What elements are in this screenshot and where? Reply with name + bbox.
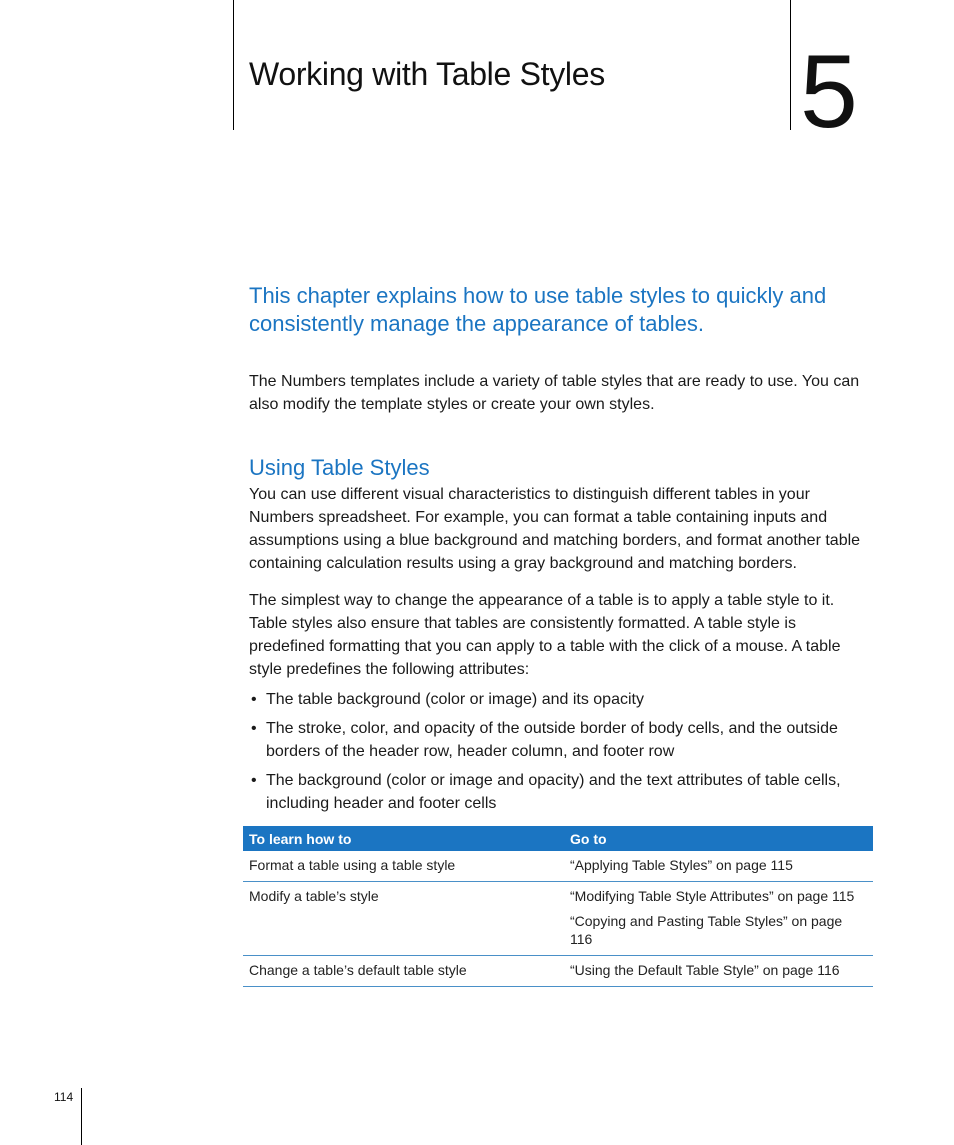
- reference-table: [243, 826, 873, 987]
- chapter-intro: This chapter explains how to use table styles to quickly and consistently manage the appearance of tables.: [249, 283, 827, 336]
- table-cell-task: Format a table using a table style: [243, 851, 564, 882]
- page-number: 114: [54, 1090, 74, 1104]
- table-cell-reference: [564, 851, 873, 882]
- list-item: [249, 688, 874, 711]
- chapter-number: 5: [800, 34, 858, 150]
- header-left-rule: [233, 0, 234, 130]
- header-right-rule: [790, 0, 791, 130]
- intro-paragraph: The Numbers templates include a variety of table styles that are ready to use. You can also modify the template styles or create your own styles.: [249, 373, 860, 413]
- bullet-icon: •: [251, 772, 257, 789]
- table-header-row: [243, 826, 873, 851]
- list-item: [249, 717, 874, 763]
- table-cell-task: Modify a table’s style: [243, 882, 564, 956]
- section-heading: Using Table Styles: [249, 455, 430, 480]
- cross-reference-link[interactable]: “Using the Default Table Style” on page 116: [570, 962, 840, 978]
- bullet-icon: •: [251, 691, 257, 708]
- footer-rule: [81, 1088, 82, 1145]
- cross-reference-link[interactable]: “Copying and Pasting Table Styles” on page 116: [570, 913, 843, 947]
- list-item-text: The background (color or image and opacity) and the text attributes of table cells, including header and footer cells: [266, 772, 841, 812]
- section-paragraph-2: The simplest way to change the appearance of a table is to apply a table style to it. Table styles also ensure that tables are consistently formatted. A table style is predefined formatting that you can apply to a table with the click of a mouse. A table style predefines the following attributes:: [249, 592, 841, 678]
- section-paragraph-1: You can use different visual characteristics to distinguish different tables in your Numbers spreadsheet. For example, you can format a table containing inputs and assumptions using a blue background and matching borders, and format another table containing calculation results using a gray background and matching borders.: [249, 486, 861, 572]
- attribute-list: [249, 688, 874, 821]
- table-row: [243, 851, 873, 882]
- bullet-icon: •: [251, 720, 257, 737]
- cross-reference-link[interactable]: “Modifying Table Style Attributes” on page 115: [570, 888, 855, 904]
- table-cell-task: Change a table’s default table style: [243, 956, 564, 987]
- table-row: [243, 882, 873, 956]
- cross-reference-link[interactable]: “Applying Table Styles” on page 115: [570, 857, 793, 873]
- column-header: Go to: [564, 826, 873, 851]
- list-item-text: The stroke, color, and opacity of the outside border of body cells, and the outside borders of the header row, header column, and footer row: [266, 720, 838, 760]
- table-cell-reference: [564, 882, 873, 956]
- table-cell-reference: [564, 956, 873, 987]
- column-header: To learn how to: [243, 826, 564, 851]
- table-row: [243, 956, 873, 987]
- chapter-title: Working with Table Styles: [249, 56, 605, 92]
- list-item-text: The table background (color or image) and its opacity: [266, 691, 644, 708]
- list-item: [249, 769, 874, 815]
